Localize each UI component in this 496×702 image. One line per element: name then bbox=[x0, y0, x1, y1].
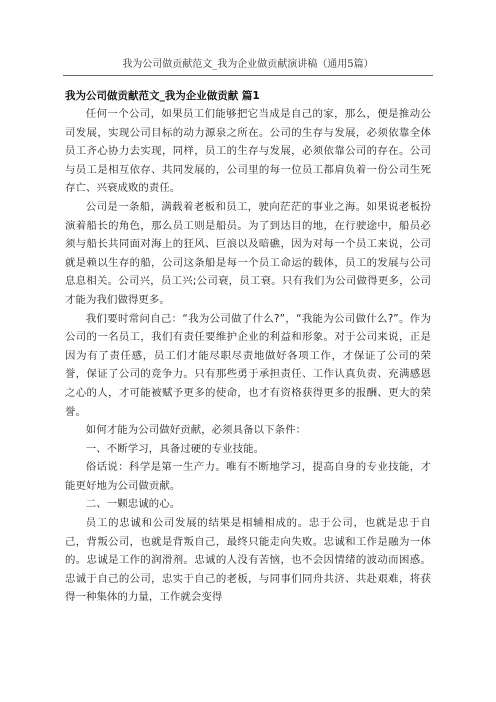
body-paragraph: 公司是一条船，满载着老板和员工，驶向茫茫的事业之海。如果说老板扮演着船长的角色，那么员工则是船员。为了到达目的地，在行驶途中，船员必须与船长共同面对海上的狂风、巨浪以及暗礁，因为对每一个员工来说，公司就是赖以生存的船，公司这条船是每一个员工命运的载体，员工的发展与公司息息相关。公司兴，员工兴;公司衰，员工衰。只有我们为公司做得更多，公司才能为我们做得更多。 bbox=[65, 200, 431, 306]
section-heading: 二、一颗忠诚的心。 bbox=[85, 498, 181, 511]
running-header: 我为公司做贡献范文_我为企业做贡献演讲稿（通用5篇） bbox=[122, 59, 374, 70]
document-title: 我为公司做贡献范文_我为企业做贡献 篇1 bbox=[65, 90, 260, 102]
body-paragraph: 俗话说：科学是第一生产力。唯有不断地学习，提高自身的专业技能，才能更好地为公司做贡献。 bbox=[65, 461, 431, 492]
body-paragraph: 任何一个公司，如果员工们能够把它当成是自己的家，那么，便是推动公司发展，实现公司目标的动力源泉之所在。公司的生存与发展，必须依靠全体员工齐心协力去实现，同样，员工的生存与发展，必须依靠公司的存在。公司与员工是相互依存、共同发展的，公司里的每一位员工都肩负着一份公司生死存亡、兴衰成败的责任。 bbox=[65, 108, 431, 195]
body-paragraph: 如何才能为公司做好贡献，必须具备以下条件： bbox=[85, 424, 307, 437]
body-paragraph: 我们要时常问自己：“我为公司做了什么?”，“我能为公司做什么?”。作为公司的一名员工，我们有责任要维护企业的利益和形象。对于公司来说，正是因为有了责任感，员工们才能尽职尽责地做好各项工作，才保证了公司的荣誉，保证了公司的竞争力。只有那些勇于承担责任、工作认真负责、充满感恩之心的人，才可能被赋予更多的使命，也才有资格获得更多的报酬、更大的荣誉。 bbox=[65, 312, 431, 418]
body-paragraph: 员工的忠诚和公司发展的结果是相辅相成的。忠于公司，也就是忠于自己，背叛公司，也就是背叛自己，最终只能走向失败。忠诚和工作是融为一体的。忠诚是工作的润滑剂。忠诚的人没有苦恼，也不会因情绪的波动而困惑。忠诚于自己的公司，忠实于自己的老板，与同事们同舟共济、共赴艰难，将获得一种集体的力量，工作就会变得 bbox=[65, 517, 431, 604]
document-body bbox=[65, 105, 431, 607]
header-divider bbox=[63, 75, 433, 76]
section-heading: 一、不断学习，具备过硬的专业技能。 bbox=[85, 442, 265, 455]
